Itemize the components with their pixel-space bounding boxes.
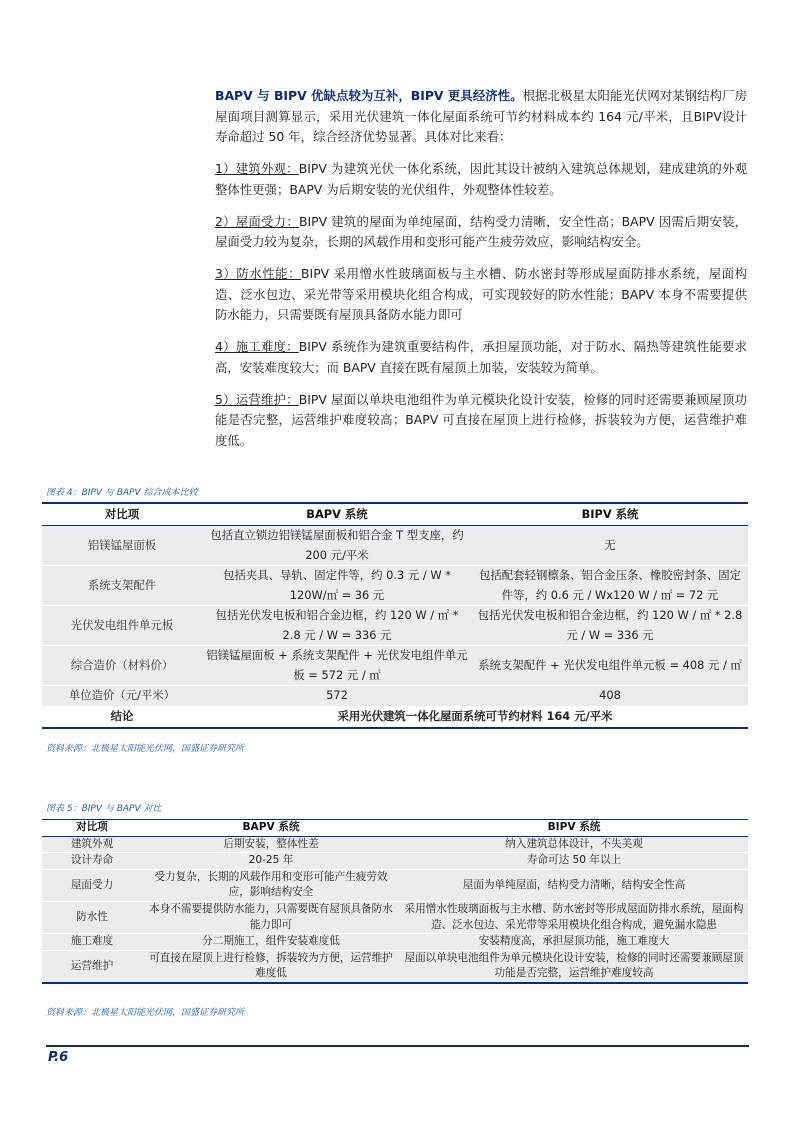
- table-row: [42, 646, 748, 686]
- page-number: P.6: [48, 1050, 69, 1065]
- body-text: [215, 86, 747, 463]
- row-label: 防水性: [42, 901, 142, 933]
- bipv-cell: 系统支架配件 + 光伏发电组件单元板 = 408 元 / ㎡: [472, 646, 748, 686]
- bapv-cell: 后期安装，整体性差: [142, 836, 400, 853]
- row-label: 系统支架配件: [42, 566, 202, 606]
- point-tag: 1）建筑外观：: [215, 161, 299, 176]
- bipv-cell: 安装精度高，承担屋顶功能，施工难度大: [400, 934, 748, 951]
- row-label: 光伏发电组件单元板: [42, 606, 202, 646]
- bapv-cell: 572: [202, 686, 472, 707]
- bapv-cell: 分二期施工，组件安装难度低: [142, 934, 400, 951]
- column-header: BIPV 系统: [400, 820, 748, 837]
- bapv-cell: 铝镁锰屋面板 + 系统支架配件 + 光伏发电组件单元板 = 572 元 / ㎡: [202, 646, 472, 686]
- bapv-cell: 可直接在屋顶上进行检修，拆装较为方便，运营维护难度低: [142, 950, 400, 983]
- bipv-bapv-comparison-table: [42, 819, 748, 984]
- point-tag: 4）施工难度：: [215, 339, 299, 354]
- bapv-cell: 包括光伏发电板和铝合金边框，约 120 W / ㎡ * 2.8 元 / W = 336 元: [202, 606, 472, 646]
- figure4-caption: 图表 4：BIPV 与 BAPV 综合成本比较: [46, 488, 198, 498]
- bipv-cell: 屋面以单块电池组件为单元模块化设计安装，检修的同时还需要兼顾屋顶功能是否完整，运营维护难度较高: [400, 950, 748, 983]
- table-row: [42, 686, 748, 707]
- bipv-cell: 无: [472, 526, 748, 566]
- table-header-row: [42, 503, 748, 526]
- point-text: BIPV 建筑的屋面为单纯屋面，结构受力清晰，安全性高；BAPV 因需后期安装，屋面受力较为复杂，长期的风载作用和变形可能产生疲劳效应，影响结构安全。: [215, 213, 748, 249]
- point-text: BIPV 采用憎水性玻璃面板与主水槽、防水密封等形成屋面防排水系统，屋面构造、泛水包边、采光带等采用模块化组合构成，可实现较好的防水性能；BAPV 本身不需要提供防水能力，只需要既有屋顶具备防水能力即可: [215, 266, 747, 322]
- bapv-cell: 包括直立锁边铝镁锰屋面板和铝合金 T 型支座，约 200 元/平米: [202, 526, 472, 566]
- row-label: 建筑外观: [42, 836, 142, 853]
- column-header: 对比项: [42, 820, 142, 837]
- row-label: 运营维护: [42, 950, 142, 983]
- column-header: BIPV 系统: [472, 503, 748, 526]
- row-label: 铝镁锰屋面板: [42, 526, 202, 566]
- table-header-row: [42, 820, 748, 837]
- intro-text: 根据北极星太阳能光伏网对某钢结构厂房屋面项目测算显示，采用光伏建筑一体化屋面系统可节约材料成本约 164 元/平米，且BIPV设计寿命超过 50 年，综合经济优势显著。具体对比来看：: [215, 88, 747, 144]
- bapv-cell: 受力复杂，长期的风载作用和变形可能产生疲劳效应，影响结构安全: [142, 869, 400, 901]
- column-header: BAPV 系统: [202, 503, 472, 526]
- conclusion-label: 结论: [42, 706, 202, 728]
- point-paragraph: [215, 159, 747, 200]
- row-label: 施工难度: [42, 934, 142, 951]
- bipv-cell: 纳入建筑总体设计，不失美观: [400, 836, 748, 853]
- table-row: [42, 836, 748, 853]
- conclusion-text: 采用光伏建筑一体化屋面系统可节约材料 164 元/平米: [202, 706, 748, 728]
- point-tag: 3）防水性能：: [215, 266, 302, 281]
- point-text: BIPV 为建筑光伏一体化系统，因此其设计被纳入建筑总体规划，建成建筑的外观整体性更强；BAPV 为后期安装的光伏组件，外观整体性较差。: [215, 161, 747, 197]
- figure4-source: 资料来源：北极星太阳能光伏网，国盛证券研究所: [46, 744, 245, 754]
- bapv-cell: 本身不需要提供防水能力，只需要既有屋顶具备防水能力即可: [142, 901, 400, 933]
- footer-divider: [46, 1045, 749, 1047]
- bipv-cell: 采用憎水性玻璃面板与主水槽、防水密封等形成屋面防排水系统，屋面构造、泛水包边、采光带等采用模块化组合构成，避免漏水隐患: [400, 901, 748, 933]
- point-paragraph: [215, 390, 747, 452]
- point-tag: 5）运营维护：: [215, 391, 299, 407]
- bapv-cell: 包括夹具、导轨、固定件等，约 0.3 元 / W * 120W/㎡ = 36 元: [202, 566, 472, 606]
- row-label: 设计寿命: [42, 853, 142, 870]
- bipv-cell: 408: [472, 686, 748, 707]
- figure5-caption: 图表 5：BIPV 与 BAPV 对比: [46, 804, 162, 814]
- intro-lead: BAPV 与 BIPV 优缺点较为互补，BIPV 更具经济性。: [215, 88, 523, 103]
- point-paragraph: [215, 337, 747, 378]
- point-paragraph: [215, 264, 747, 326]
- row-label: 综合造价（材料价）: [42, 646, 202, 686]
- row-label: 单位造价（元/平米）: [42, 686, 202, 707]
- bipv-cell: 寿命可达 50 年以上: [400, 853, 748, 870]
- point-tag: 2）屋面受力：: [215, 213, 299, 229]
- table-row: [42, 853, 748, 870]
- table-row: [42, 934, 748, 951]
- table-row: [42, 950, 748, 983]
- bipv-cell: 包括配套轻钢檩条、铝合金压条、橡胶密封条、固定件等，约 0.6 元 / Wx120 W / ㎡ = 72 元: [472, 566, 748, 606]
- column-header: 对比项: [42, 503, 202, 526]
- table-row: [42, 901, 748, 933]
- cost-comparison-table: [42, 502, 748, 729]
- table-row: [42, 566, 748, 606]
- bapv-cell: 20-25 年: [142, 853, 400, 870]
- conclusion-row: [42, 706, 748, 728]
- point-paragraph: [215, 212, 747, 253]
- column-header: BAPV 系统: [142, 820, 400, 837]
- table-row: [42, 869, 748, 901]
- figure5-source: 资料来源：北极星太阳能光伏网，国盛证券研究所: [46, 1008, 245, 1018]
- table-row: [42, 526, 748, 566]
- row-label: 屋面受力: [42, 869, 142, 901]
- table-row: [42, 606, 748, 646]
- bipv-cell: 包括光伏发电板和铝合金边框，约 120 W / ㎡ * 2.8 元 / W = 336 元: [472, 606, 748, 646]
- point-text: BIPV 系统作为建筑重要结构件，承担屋顶功能，对于防水、隔热等建筑性能要求高，安装难度较大；而 BAPV 直接在既有屋顶上加装，安装较为简单。: [215, 339, 747, 375]
- intro-paragraph: [215, 86, 747, 148]
- point-text: BIPV 屋面以单块电池组件为单元模块化设计安装，检修的同时还需要兼顾屋顶功能是否完整，运营维护难度较高；BAPV 可直接在屋顶上进行检修，拆装较为方便，运营维护难度低。: [215, 391, 747, 448]
- bipv-cell: 屋面为单纯屋面，结构受力清晰，结构安全性高: [400, 869, 748, 901]
